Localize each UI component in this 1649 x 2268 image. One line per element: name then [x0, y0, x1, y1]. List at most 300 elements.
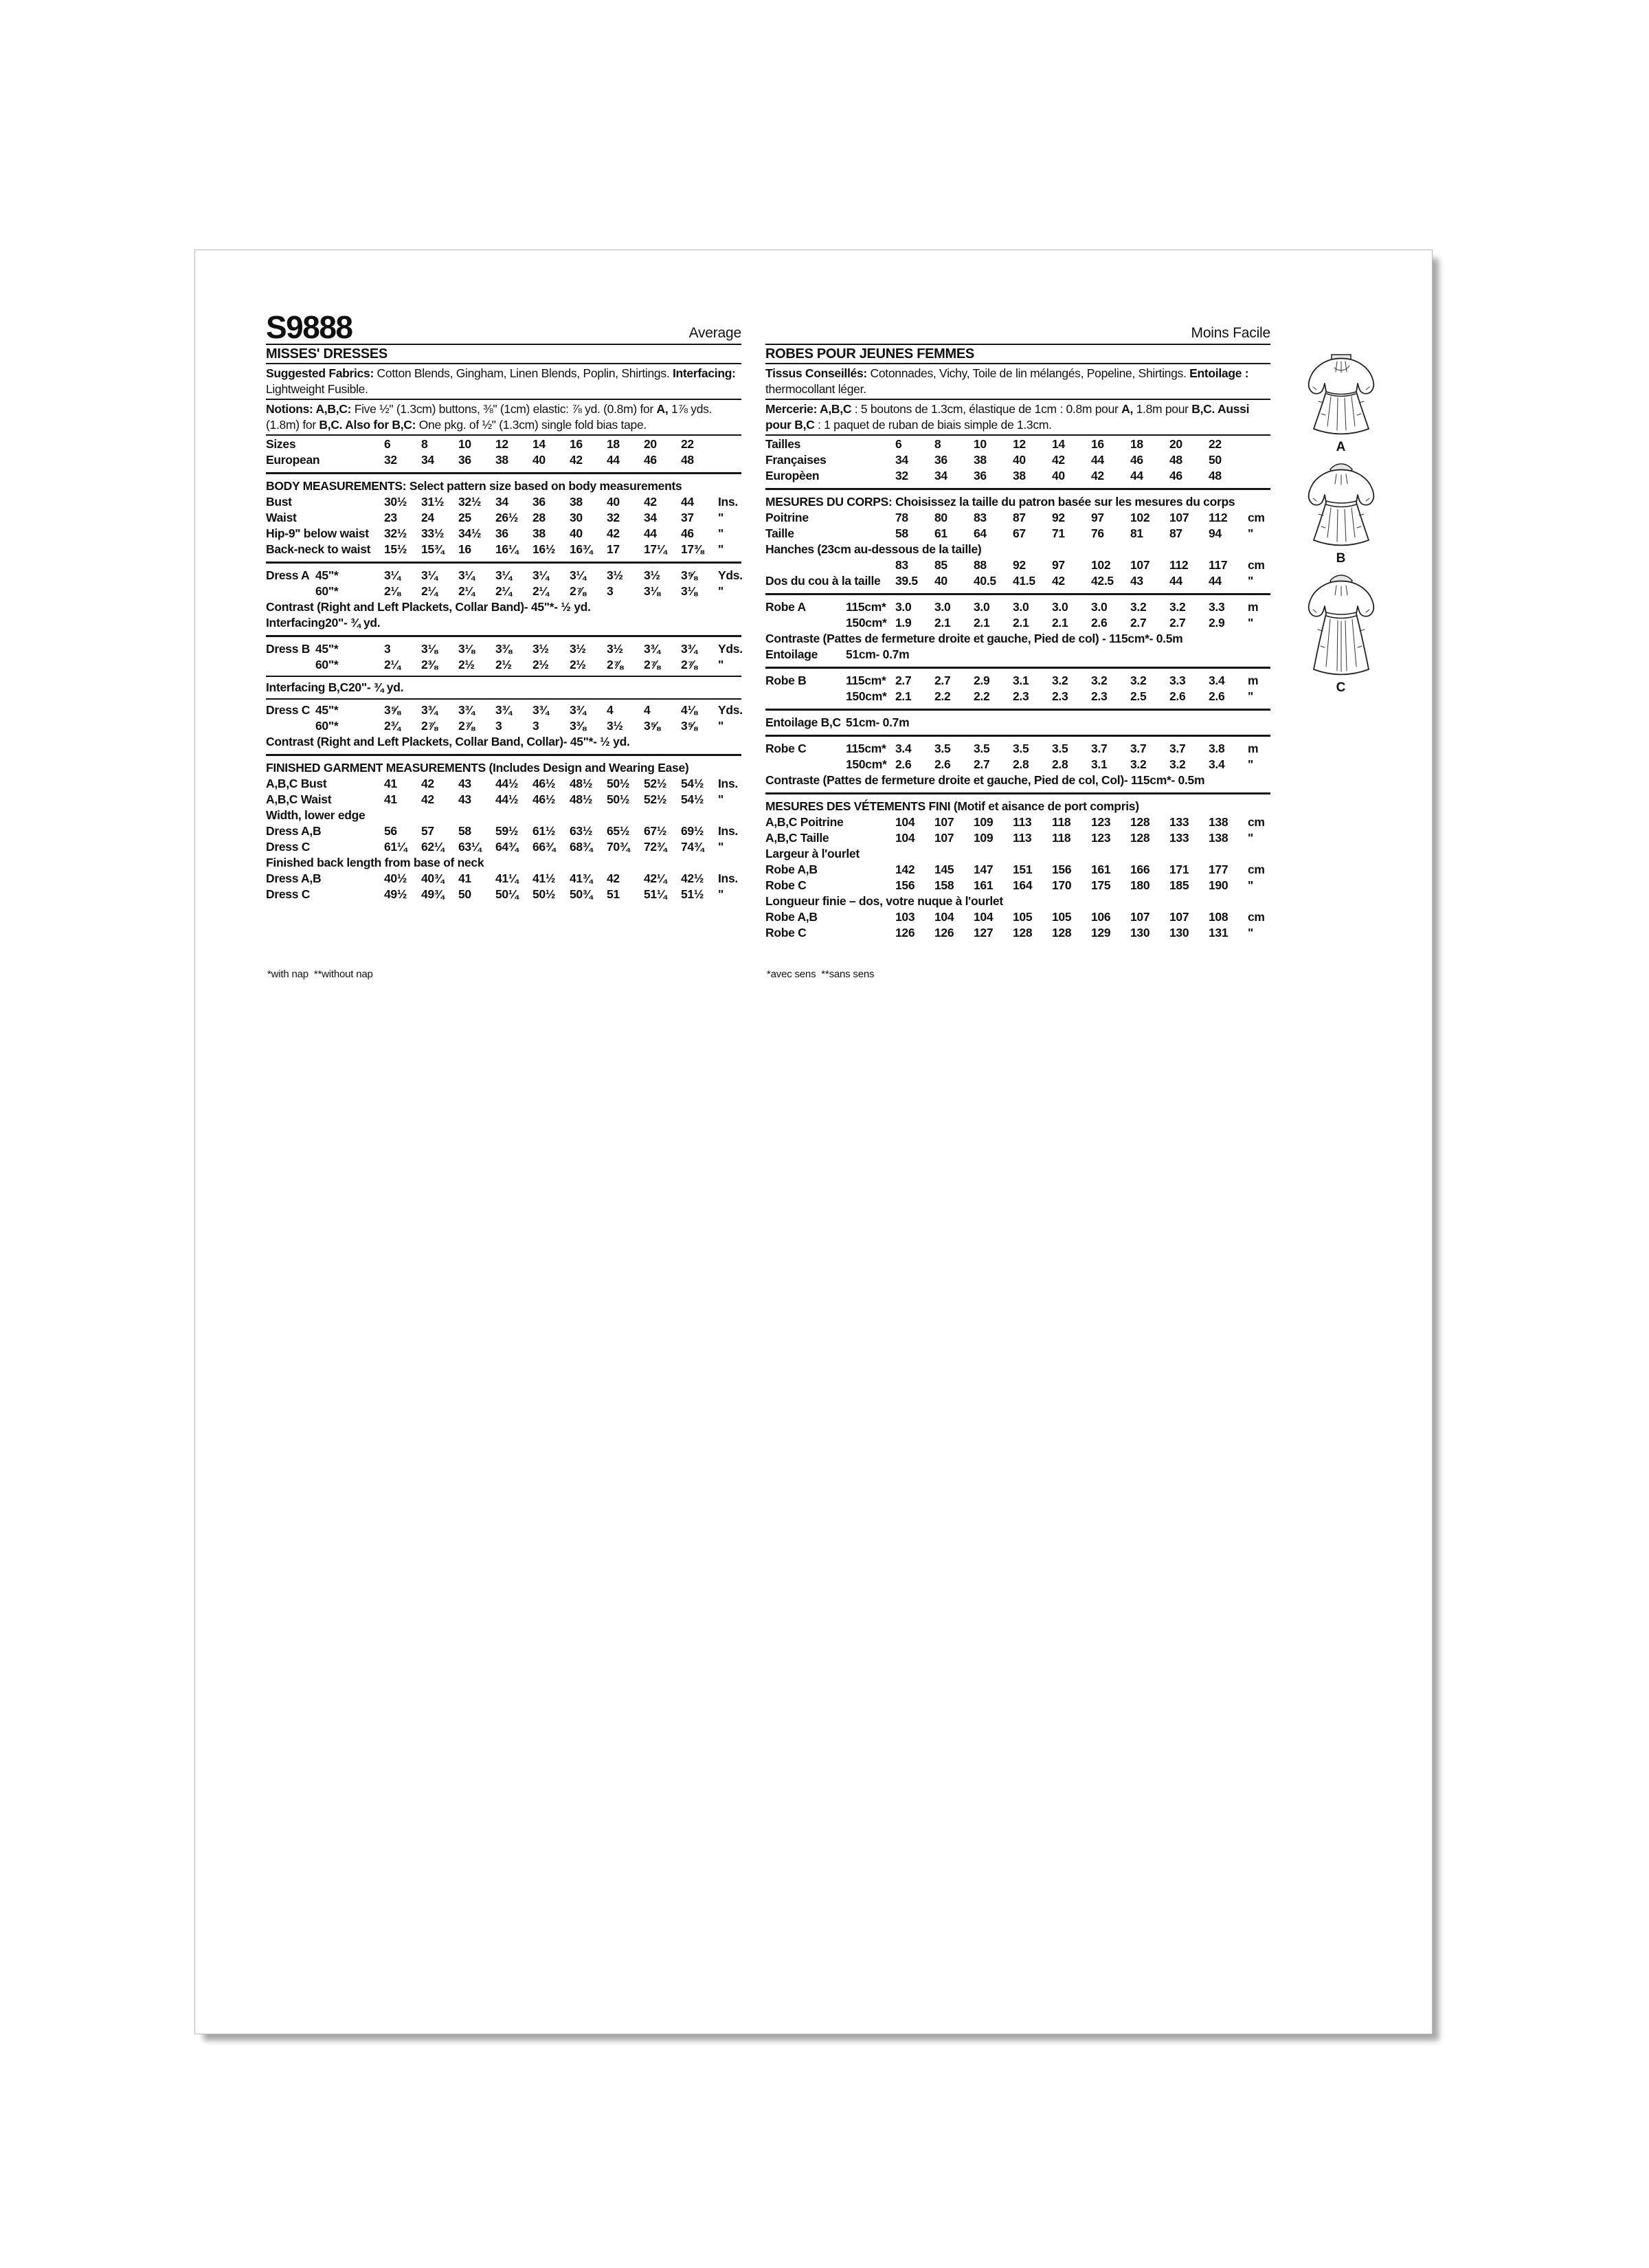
table-cell: 171: [1169, 863, 1189, 876]
table-cell: 44: [1169, 574, 1182, 588]
table-cell: 107: [934, 831, 954, 845]
table-cell: 42: [570, 453, 583, 467]
table-cell: 22: [1209, 437, 1222, 451]
table-cell: 34: [895, 453, 908, 467]
mercerie-paragraph: Mercerie: A,B,C : 5 boutons de 1.3cm, élastique de 1cm : 0.8m pour A, 1.8m pour B,C. Aussi pour B,C : 1 paquet de ruban de biais simple de 1.3cm.: [765, 402, 1250, 432]
row-label-group: [765, 526, 895, 542]
table-cell: 44: [1209, 574, 1222, 588]
table-row: [765, 689, 1270, 704]
table-row: [266, 823, 741, 839]
table-cell: 2⅞: [570, 584, 586, 598]
table-cell: 1.9: [895, 616, 912, 630]
row-label: Robe A: [765, 600, 806, 614]
table-cell: 130: [1130, 926, 1150, 940]
table-cell: 161: [974, 878, 994, 892]
unit-cell: ": [718, 584, 723, 598]
row-label-group: [266, 718, 384, 734]
table-cell: 65½: [607, 824, 630, 838]
unit-cell: ": [1248, 831, 1253, 845]
table-cell: 158: [934, 878, 954, 892]
table-cell: 133: [1169, 815, 1189, 829]
table-section-header: Contraste (Pattes de fermeture droite et gauche, Pied de col) - 115cm*- 0.5m: [765, 632, 1183, 645]
table-cell: 113: [1013, 831, 1032, 845]
dress-a-back-sketch: [1301, 353, 1382, 438]
table-cell: 14: [1052, 437, 1065, 451]
unit-cell: cm: [1248, 558, 1265, 572]
table-cell: 104: [934, 910, 954, 924]
table-cell: 2.8: [1013, 757, 1029, 771]
suggested-fabrics-paragraph: Suggested Fabrics: Cotton Blends, Gingham, Linen Blends, Poplin, Shirtings. Interfacing: Lightweight Fusible.: [266, 366, 736, 396]
unit-cell: [1248, 436, 1270, 452]
table-cell: 52½: [644, 777, 667, 790]
table-cell: 36: [495, 526, 508, 540]
table-cell: 41: [384, 792, 397, 806]
table-cell: 2¼: [458, 584, 475, 598]
row-label: Sizes: [266, 437, 296, 451]
table-cell: 2.9: [974, 674, 990, 687]
row-label-group: [765, 830, 895, 846]
table-cell: 3.5: [934, 742, 951, 755]
table-cell: 48: [681, 453, 694, 467]
table-cell: 3: [495, 719, 502, 733]
table-cell: 166: [1130, 863, 1150, 876]
divider: [765, 399, 1270, 400]
table-cell: 61¼: [384, 840, 407, 854]
table-cell: 164: [1013, 878, 1033, 892]
table-cell: 14: [532, 437, 546, 451]
divider: [765, 667, 1270, 669]
table-cell: 4: [644, 703, 651, 717]
table-cell: 38: [532, 526, 546, 540]
table-cell: 123: [1091, 815, 1111, 829]
table-cell: 2.7: [895, 674, 912, 687]
row-text: 51cm- 0.7m: [846, 647, 910, 661]
table-row: [266, 526, 741, 542]
table-cell: 3⅛: [421, 642, 438, 656]
table-cell: 64¾: [495, 840, 519, 854]
table-cell: 25: [458, 511, 471, 524]
table-cell: 16½: [532, 542, 556, 556]
table-cell: 39.5: [895, 574, 918, 588]
row-label-group: [266, 839, 384, 855]
table-cell: 2.7: [974, 757, 990, 771]
table-cell: 2.3: [1091, 689, 1108, 703]
table-cell: 128: [1130, 831, 1150, 845]
table-cell: 74¾: [681, 840, 704, 854]
table-cell: 44: [1130, 469, 1143, 482]
row-label-group: [765, 814, 895, 830]
table-cell: 2.1: [1052, 616, 1068, 630]
table-cell: 38: [570, 495, 583, 509]
table-cell: 50½: [607, 777, 630, 790]
table-cell: 63¼: [458, 840, 482, 854]
table-cell: 56: [384, 824, 397, 838]
table-cell: 3¼: [384, 568, 401, 582]
row-label: Dress A,B: [266, 871, 322, 885]
row-label: Robe A,B: [765, 910, 818, 924]
table-row: [266, 436, 741, 452]
dress-view-label: B: [1336, 551, 1347, 566]
table-row: [765, 715, 1270, 731]
row-label-group: [765, 757, 895, 772]
notions-paragraph: Notions: A,B,C: Five ½" (1.3cm) buttons, ⅜" (1cm) elastic: ⅞ yd. (0.8m) for A, 1⅞ yds. (1.8m) for B,C. Also for B,C: One pkg. of ½" (1.3cm) single fold bias tape.: [266, 402, 713, 432]
table-row: [765, 599, 1270, 615]
table-cell: 40: [607, 495, 620, 509]
table-section-header: Width, lower edge: [266, 808, 366, 822]
table-cell: 3¾: [681, 642, 697, 656]
table-cell: 97: [1052, 558, 1065, 572]
table-cell: 2.7: [934, 674, 951, 687]
table-cell: 38: [495, 453, 508, 467]
table-cell: 2.1: [934, 616, 951, 630]
table-section-header: FINISHED GARMENT MEASUREMENTS (Includes Design and Wearing Ease): [266, 761, 689, 775]
table-cell: 41¾: [570, 871, 593, 885]
table-cell: 3½: [607, 642, 623, 656]
table-cell: 24: [421, 511, 434, 524]
french-column: [765, 303, 1270, 980]
table-cell: 3.2: [1130, 757, 1147, 771]
table-cell: 46½: [532, 792, 556, 806]
table-row: [266, 871, 741, 887]
row-label: Poitrine: [765, 511, 809, 524]
table-cell: 107: [934, 815, 954, 829]
row-text: 20"- ¾ yd.: [325, 616, 381, 630]
table-cell: 128: [1013, 926, 1033, 940]
table-cell: 118: [1052, 815, 1071, 829]
unit-cell: Yds.: [718, 642, 743, 656]
table-cell: 49¾: [421, 887, 445, 901]
table-cell: 43: [458, 792, 471, 806]
table-row: [765, 557, 1270, 573]
table-row: [266, 776, 741, 792]
table-cell: 48: [1169, 453, 1182, 467]
row-label-group: [266, 657, 384, 673]
row-label-group: [266, 615, 325, 631]
row-label: Interfacing B,C: [266, 680, 348, 694]
table-row: [765, 510, 1270, 526]
table-cell: 142: [895, 863, 915, 876]
table-cell: 131: [1209, 926, 1229, 940]
table-cell: 76: [1091, 526, 1104, 540]
row-label: Back-neck to waist: [266, 542, 371, 556]
table-cell: 3.8: [1209, 742, 1225, 755]
row-label-group: [266, 452, 384, 468]
table-cell: 2¾: [384, 719, 401, 733]
table-section-header: Hanches (23cm au-dessous de la taille): [765, 542, 982, 556]
unit-cell: [718, 436, 741, 452]
table-cell: 156: [1052, 863, 1072, 876]
table-cell: 68¾: [570, 840, 593, 854]
table-cell: 50¾: [570, 887, 593, 901]
table-cell: 129: [1091, 926, 1111, 940]
table-cell: 36: [934, 453, 947, 467]
table-cell: 2.1: [974, 616, 990, 630]
table-cell: 63½: [570, 824, 593, 838]
row-label-group: [765, 599, 895, 615]
table-cell: 103: [895, 910, 915, 924]
row-text: 51cm- 0.7m: [846, 715, 910, 729]
unit-cell: ": [1248, 574, 1253, 588]
row-label: Dress B: [266, 642, 311, 656]
row-sublabel: 60"*: [315, 658, 339, 671]
unit-cell: ": [1248, 926, 1253, 940]
unit-cell: ": [1248, 757, 1253, 771]
unit-cell: [718, 452, 741, 468]
table-row: [765, 436, 1270, 452]
dress-view-label: C: [1336, 680, 1347, 695]
table-cell: 3.0: [1091, 600, 1108, 614]
row-label-group: [765, 909, 895, 925]
row-label-group: [765, 615, 895, 631]
english-column: [266, 303, 743, 980]
table-cell: 109: [974, 831, 994, 845]
table-cell: 3.3: [1169, 674, 1186, 687]
table-cell: 3.7: [1130, 742, 1147, 755]
table-row: [765, 862, 1270, 878]
table-row: [765, 526, 1270, 542]
table-row: [765, 673, 1270, 689]
table-row: [765, 909, 1270, 925]
table-row: [266, 510, 741, 526]
divider: [765, 434, 1270, 436]
table-cell: 156: [895, 878, 915, 892]
table-cell: 31½: [421, 495, 445, 509]
table-cell: 36: [458, 453, 471, 467]
table-cell: 18: [607, 437, 620, 451]
table-cell: 30: [570, 511, 583, 524]
table-cell: 2⅛: [384, 584, 401, 598]
table-cell: 3.1: [1013, 674, 1029, 687]
table-section-header: BODY MEASUREMENTS: Select pattern size based on body measurements: [266, 479, 682, 493]
table-cell: 16: [458, 542, 471, 556]
table-cell: 48: [1209, 469, 1222, 482]
table-row: [266, 839, 741, 855]
table-cell: 3: [532, 719, 539, 733]
table-row: [765, 615, 1270, 631]
table-cell: 2.6: [1209, 689, 1225, 703]
table-cell: 62¼: [421, 840, 445, 854]
table-cell: 49½: [384, 887, 407, 901]
table-row: [266, 568, 741, 583]
table-cell: 190: [1209, 878, 1229, 892]
table-cell: 51: [607, 887, 620, 901]
table-cell: 23: [384, 511, 397, 524]
table-cell: 34: [934, 469, 947, 482]
row-label-group: [266, 526, 384, 542]
row-label: Hip-9" below waist: [266, 526, 369, 540]
table-cell: 44: [1091, 453, 1104, 467]
table-cell: 3⅜: [570, 719, 586, 733]
table-section-header: MESURES DES VÉTEMENTS FINI (Motif et aisance de port compris): [765, 799, 1139, 813]
table-cell: 64: [974, 526, 987, 540]
table-cell: 71: [1052, 526, 1065, 540]
table-section-header: Contrast (Right and Left Plackets, Collar Band, Collar)- 45"*- ½ yd.: [266, 735, 630, 748]
table-cell: 41: [458, 871, 471, 885]
unit-cell: cm: [1248, 815, 1265, 829]
table-cell: 42¼: [644, 871, 667, 885]
row-label: Europèen: [765, 469, 820, 482]
table-cell: 130: [1169, 926, 1189, 940]
table-cell: 26½: [495, 511, 519, 524]
table-cell: 2⅞: [421, 719, 438, 733]
table-cell: 2.8: [1052, 757, 1068, 771]
row-label: Entoilage: [765, 647, 818, 661]
divider: [266, 562, 741, 564]
table-cell: 66¾: [532, 840, 556, 854]
table-row: [765, 468, 1270, 484]
divider: [765, 593, 1270, 595]
divider: [266, 676, 741, 677]
row-label-group: [266, 792, 384, 808]
table-cell: 3¾: [421, 703, 438, 717]
divider: [765, 344, 1270, 345]
unit-cell: ": [1248, 616, 1253, 630]
table-cell: 42: [421, 792, 434, 806]
unit-cell: Yds.: [718, 703, 743, 717]
unit-cell: ": [718, 840, 723, 854]
table-cell: 2⅜: [421, 658, 438, 671]
table-cell: 50: [458, 887, 471, 901]
row-sublabel: 115cm*: [846, 674, 886, 687]
table-cell: 180: [1130, 878, 1150, 892]
table-cell: 3¼: [495, 568, 512, 582]
table-cell: 3⅝: [681, 719, 697, 733]
table-cell: 112: [1209, 511, 1228, 524]
row-label: Robe A,B: [765, 863, 818, 876]
table-cell: 18: [1130, 437, 1143, 451]
table-row: [266, 494, 741, 510]
table-cell: 8: [421, 437, 428, 451]
table-cell: 41½: [532, 871, 556, 885]
unit-cell: Ins.: [718, 871, 738, 885]
table-cell: 46½: [532, 777, 556, 790]
table-cell: 2½: [532, 658, 549, 671]
row-sublabel: 150cm*: [846, 616, 887, 630]
table-cell: 43: [458, 777, 471, 790]
table-cell: 40½: [384, 871, 407, 885]
table-section-header: Contrast (Right and Left Plackets, Collar Band)- 45"*- ½ yd.: [266, 600, 591, 614]
table-cell: 3.5: [974, 742, 990, 755]
unit-cell: [1248, 468, 1270, 484]
row-label-group: [266, 823, 384, 839]
table-cell: 147: [974, 863, 994, 876]
table-row: [765, 814, 1270, 830]
pattern-number: S9888: [266, 309, 352, 345]
unit-cell: ": [718, 792, 723, 806]
row-text: 20"- ¾ yd.: [348, 680, 404, 694]
table-cell: 117: [1209, 558, 1228, 572]
table-cell: 105: [1013, 910, 1033, 924]
unit-cell: cm: [1248, 910, 1265, 924]
table-cell: 50¼: [495, 887, 519, 901]
dress-view-c: [1290, 575, 1393, 696]
table-cell: 32: [384, 453, 397, 467]
table-row: [266, 718, 741, 734]
table-cell: 3¼: [532, 568, 549, 582]
dress-view-figures: [1290, 353, 1393, 704]
table-cell: 3.7: [1091, 742, 1108, 755]
table-cell: 3⅛: [458, 642, 475, 656]
table-cell: 3.4: [1209, 757, 1225, 771]
table-cell: 50½: [607, 792, 630, 806]
table-cell: 50: [1209, 453, 1222, 467]
row-label: Dos du cou à la taille: [765, 574, 881, 588]
table-cell: 36: [974, 469, 987, 482]
table-cell: 46: [681, 526, 694, 540]
unit-cell: Yds.: [718, 568, 743, 582]
table-cell: 88: [974, 558, 987, 572]
table-cell: 2¼: [532, 584, 549, 598]
table-cell: 3¼: [458, 568, 475, 582]
difficulty-label-en: Average: [688, 325, 741, 341]
table-cell: 133: [1169, 831, 1189, 845]
table-cell: 177: [1209, 863, 1229, 876]
table-cell: 3¼: [570, 568, 586, 582]
table-cell: 102: [1091, 558, 1111, 572]
row-label-group: [765, 689, 895, 704]
table-row: [266, 583, 741, 599]
table-cell: 3.5: [1052, 742, 1068, 755]
table-row: [266, 452, 741, 468]
table-cell: 46: [644, 453, 657, 467]
row-label: Robe C: [765, 878, 807, 892]
table-cell: 16: [570, 437, 583, 451]
table-cell: 30½: [384, 495, 407, 509]
table-cell: 46: [1169, 469, 1182, 482]
table-cell: 17⅜: [681, 542, 704, 556]
table-cell: 161: [1091, 863, 1111, 876]
row-label-group: [266, 542, 384, 557]
table-cell: 48½: [570, 777, 593, 790]
table-cell: 3.2: [1169, 757, 1186, 771]
table-cell: 113: [1013, 815, 1032, 829]
divider: [266, 363, 741, 364]
table-cell: 41¼: [495, 871, 519, 885]
table-cell: 104: [895, 831, 915, 845]
row-label: A,B,C Poitrine: [765, 815, 844, 829]
table-cell: 3.0: [895, 600, 912, 614]
table-cell: 16¼: [495, 542, 519, 556]
table-cell: 3⅛: [644, 584, 660, 598]
table-cell: 2.6: [934, 757, 951, 771]
row-sublabel: 60"*: [315, 719, 339, 733]
dress-b-back-sketch: [1301, 463, 1382, 550]
table-cell: 72¾: [644, 840, 667, 854]
table-cell: 40: [934, 574, 947, 588]
table-cell: 2.6: [895, 757, 912, 771]
table-cell: 78: [895, 511, 908, 524]
table-cell: 38: [974, 453, 987, 467]
table-cell: 112: [1169, 558, 1189, 572]
table-row: [765, 647, 1270, 663]
table-cell: 85: [934, 558, 947, 572]
unit-cell: ": [718, 526, 723, 540]
table-cell: 3.0: [1013, 600, 1029, 614]
table-cell: 42.5: [1091, 574, 1114, 588]
row-label-group: [266, 568, 384, 583]
row-sublabel: 45"*: [315, 703, 339, 717]
table-cell: 2½: [570, 658, 586, 671]
table-cell: 2.6: [1169, 689, 1186, 703]
table-cell: 81: [1130, 526, 1143, 540]
unit-cell: ": [1248, 878, 1253, 892]
table-cell: 58: [458, 824, 471, 838]
row-label: Robe C: [765, 926, 807, 940]
table-cell: 8: [934, 437, 941, 451]
table-cell: 32½: [458, 495, 482, 509]
table-cell: 42: [421, 777, 434, 790]
table-cell: 2¼: [421, 584, 438, 598]
